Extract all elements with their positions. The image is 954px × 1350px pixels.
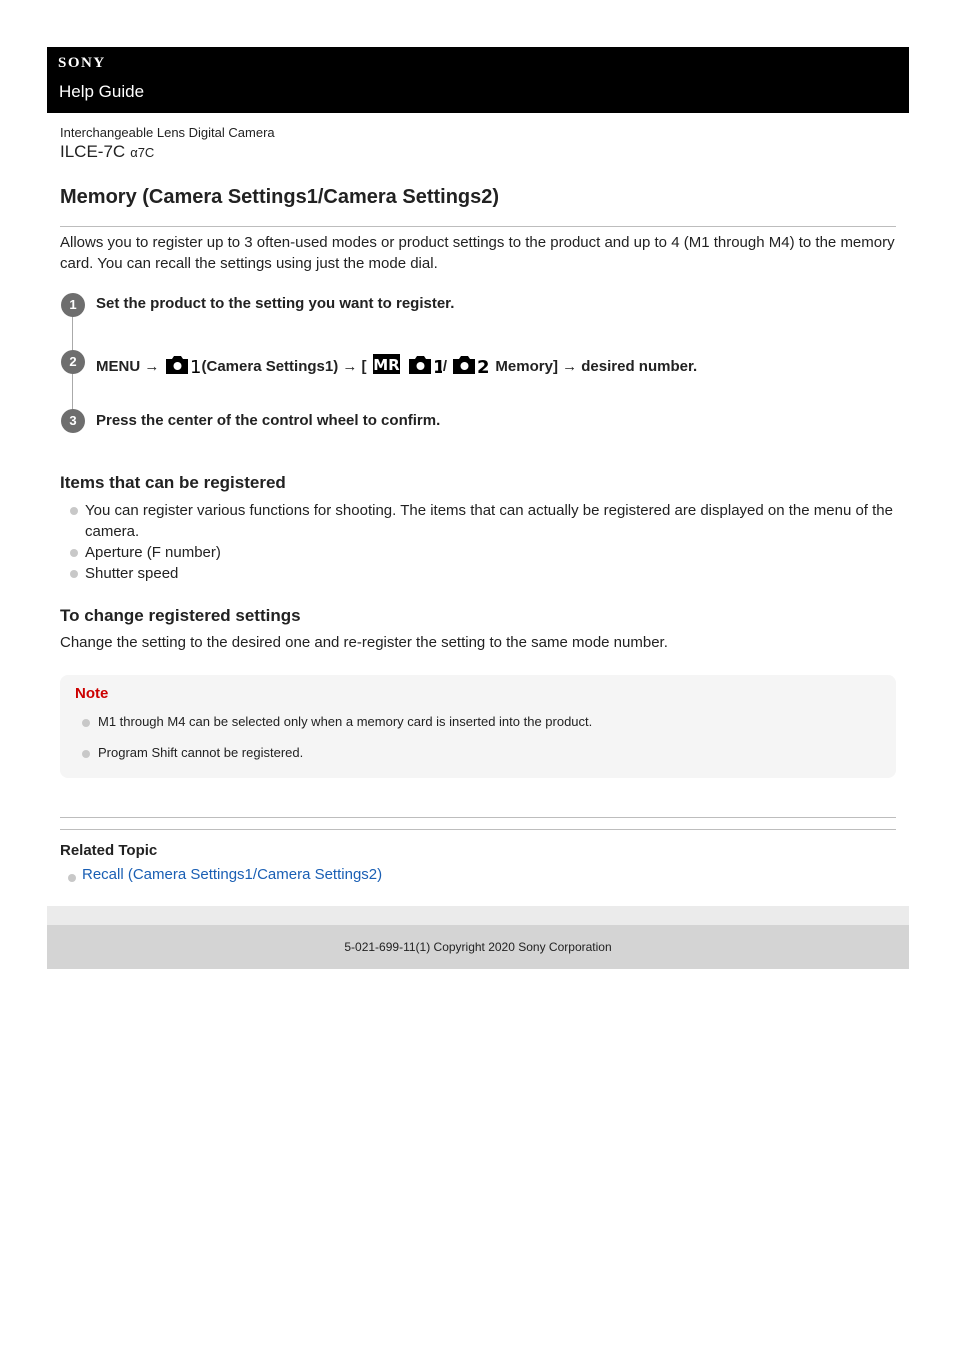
list-item: Shutter speed xyxy=(60,563,896,584)
bullet-icon xyxy=(70,570,78,578)
title-divider xyxy=(60,226,896,227)
items-heading: Items that can be registered xyxy=(60,473,286,492)
camera-settings1-digit-2: 1 xyxy=(432,357,442,375)
mr-icon xyxy=(372,353,402,379)
model-alpha: α7C xyxy=(130,145,155,160)
list-item: Aperture (F number) xyxy=(60,542,896,563)
footer-strip xyxy=(47,906,909,925)
intro-text: Allows you to register up to 3 often-used modes or product settings to the product and up to 4 (M1 through M4) to the memory card. You can recall the settings using just the mode dial. xyxy=(60,234,895,272)
related-topic-link[interactable]: Recall (Camera Settings1/Camera Settings2) xyxy=(82,866,383,883)
note-item: Program Shift cannot be registered. xyxy=(98,745,303,760)
related-topic-title: Related Topic xyxy=(60,842,158,859)
change-text: Change the setting to the desired one and re-register the setting to the same mode number. xyxy=(60,634,668,651)
camera-settings1-icon xyxy=(165,353,201,379)
step-2-part1: (Camera Settings1) → [ xyxy=(201,358,367,375)
step-2-menu: MENU → xyxy=(96,358,160,375)
related-divider-top xyxy=(60,817,896,818)
model-name xyxy=(60,142,154,162)
camera-settings2-digit: 2 xyxy=(477,357,490,375)
header-bar xyxy=(47,47,909,113)
items-list xyxy=(60,500,896,584)
change-heading: To change registered settings xyxy=(60,606,301,625)
footer xyxy=(47,925,909,969)
step-1-text: Set the product to the setting you want to register. xyxy=(96,295,455,312)
page-title: Memory (Camera Settings1/Camera Settings2) xyxy=(60,186,500,208)
step-2-slash: / xyxy=(442,358,448,375)
step-3-number: 3 xyxy=(61,409,85,433)
help-guide-title[interactable]: Help Guide xyxy=(59,82,145,101)
note-box xyxy=(60,675,896,778)
camera-settings1-icon-2 xyxy=(408,353,442,379)
bullet-icon xyxy=(70,549,78,557)
copyright-text: 5-021-699-11(1) Copyright 2020 Sony Corporation xyxy=(344,940,612,954)
step-2-number: 2 xyxy=(61,350,85,374)
list-item: You can register various functions for shooting. The items that can actually be registered are displayed on the menu of the camera. xyxy=(60,500,896,542)
camera-settings2-icon xyxy=(452,353,490,379)
bullet-icon xyxy=(82,750,90,758)
step-1-number: 1 xyxy=(61,293,85,317)
camera-settings1-digit: 1 xyxy=(189,357,201,375)
step-3-text: Press the center of the control wheel to confirm. xyxy=(96,412,441,429)
step-2-text xyxy=(96,353,697,379)
sony-logo[interactable]: SONY xyxy=(58,55,106,71)
bullet-icon xyxy=(68,874,76,882)
note-item: M1 through M4 can be selected only when a memory card is inserted into the product. xyxy=(98,714,592,729)
bullet-icon xyxy=(82,719,90,727)
step-2-part2: Memory] → desired number. xyxy=(495,358,698,375)
bullet-icon xyxy=(70,507,78,515)
mr-icon-label: MR xyxy=(372,356,400,374)
related-divider-bottom xyxy=(60,829,896,830)
note-title: Note xyxy=(75,685,109,702)
product-type: Interchangeable Lens Digital Camera xyxy=(60,125,275,140)
model-number: ILCE-7C xyxy=(60,142,126,161)
